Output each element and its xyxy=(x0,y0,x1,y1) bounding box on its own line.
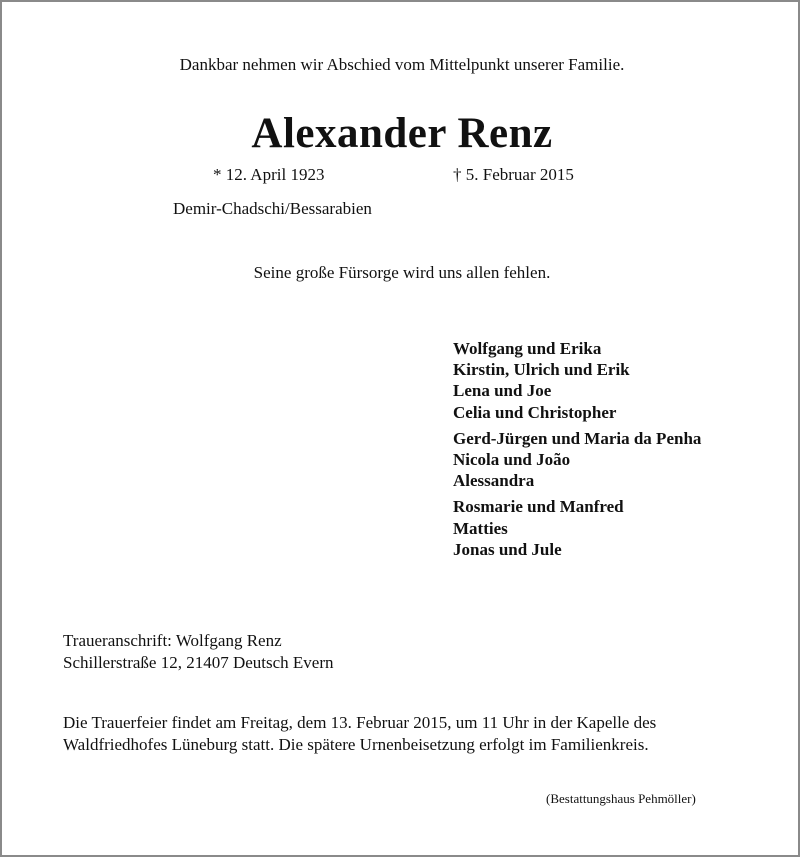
mourner-line: Celia und Christopher xyxy=(453,402,617,422)
memorial-quote: Seine große Fürsorge wird uns allen fehlen. xyxy=(253,263,551,282)
mourner-line: Rosmarie und Manfred xyxy=(453,497,624,517)
mourner-group xyxy=(453,496,701,560)
mourner-line: Jonas und Jule xyxy=(453,539,562,559)
death-date: † 5. Februar 2015 xyxy=(453,165,574,184)
mourner-group xyxy=(453,338,701,423)
mourners-list xyxy=(453,338,701,565)
birth-date: * 12. April 1923 xyxy=(213,165,325,184)
mourner-line: Nicola und João xyxy=(453,450,571,470)
ceremony-line: Die Trauerfeier findet am Freitag, dem 13. Februar 2015, um 11 Uhr in der Kapelle des xyxy=(63,713,657,732)
intro-text: Dankbar nehmen wir Abschied vom Mittelpunkt unserer Familie. xyxy=(179,55,625,74)
birthplace: Demir-Chadschi/Bessarabien xyxy=(173,199,372,218)
undertaker-credit: (Bestattungshaus Pehmöller) xyxy=(546,791,696,806)
ceremony-line: Waldfriedhofes Lüneburg statt. Die spätere Urnenbeisetzung erfolgt im Familienkreis. xyxy=(63,735,649,754)
deceased-name: Alexander Renz xyxy=(251,110,553,157)
mourner-line: Wolfgang und Erika xyxy=(453,339,602,358)
mourner-line: Kirstin, Ulrich und Erik xyxy=(453,360,630,380)
mourner-line: Lena und Joe xyxy=(453,381,552,401)
ceremony-info xyxy=(63,712,656,756)
mourner-group xyxy=(453,428,701,492)
mourner-line: Matties xyxy=(453,518,508,538)
address-line: Schillerstraße 12, 21407 Deutsch Evern xyxy=(63,652,334,672)
mourner-line: Alessandra xyxy=(453,471,535,491)
mourner-line: Gerd-Jürgen und Maria da Penha xyxy=(453,428,702,448)
address-line: Traueranschrift: Wolfgang Renz xyxy=(63,631,282,650)
mourning-address xyxy=(63,630,334,673)
